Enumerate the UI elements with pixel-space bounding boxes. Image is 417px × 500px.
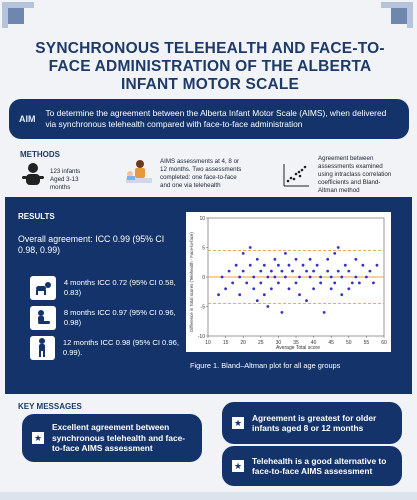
bland-altman-svg (186, 212, 391, 352)
y-tick-label: -5 (200, 304, 205, 311)
data-point (242, 252, 245, 255)
data-point (295, 282, 298, 285)
data-point (365, 276, 368, 279)
data-point (238, 276, 241, 279)
corner-decoration-right (373, 2, 413, 32)
key-message-3 (222, 446, 402, 486)
overall-agreement: Overall agreement: ICC 0.99 (95% CI 0.98, 0.99) (18, 234, 165, 255)
data-point (277, 264, 280, 267)
footer-bar (0, 492, 417, 500)
data-point (309, 276, 312, 279)
x-tick-label: 55 (363, 340, 370, 346)
key-messages-heading: KEY MESSAGES (18, 402, 82, 411)
result-row-4-months (30, 276, 185, 300)
key-message-1 (22, 414, 202, 462)
data-point (221, 276, 224, 279)
data-point (270, 270, 273, 273)
data-point (312, 270, 315, 273)
data-point (298, 276, 301, 279)
methods-item-analysis: Agreement between assessments examined using intraclass correlation coefficients and Bland- Altman method (318, 155, 392, 194)
data-point (263, 293, 266, 296)
data-point (354, 258, 357, 261)
result-row-8-months (30, 306, 185, 330)
star-icon: ★ (233, 461, 243, 471)
data-point (284, 276, 287, 279)
data-point (330, 287, 333, 290)
data-point (295, 258, 298, 261)
aim-box (9, 99, 409, 139)
data-point (319, 276, 322, 279)
data-point (231, 282, 234, 285)
x-tick-label: 15 (222, 340, 229, 346)
data-point (351, 282, 354, 285)
scatter-icon (282, 162, 310, 188)
data-point (333, 282, 336, 285)
y-tick-label: 5 (202, 245, 205, 252)
data-point (228, 270, 231, 273)
data-point (372, 282, 375, 285)
data-point (217, 293, 220, 296)
data-point (337, 246, 340, 249)
data-point (333, 252, 336, 255)
result-row-12-months (30, 336, 185, 360)
baby-icon (22, 162, 44, 188)
data-point (284, 252, 287, 255)
data-point (340, 276, 343, 279)
result-12-months-text: 12 months ICC 0.98 (95% CI 0.96, 0.99). (62, 338, 179, 357)
key-message-3-text: Telehealth is a good alternative to face-to-face AIMS assessment (252, 455, 387, 476)
data-point (242, 270, 245, 273)
corner-decoration-left (2, 2, 42, 32)
data-point (340, 293, 343, 296)
data-point (256, 299, 259, 302)
data-point (361, 264, 364, 267)
standing-baby-icon (30, 336, 55, 360)
data-point (259, 270, 262, 273)
data-point (245, 282, 248, 285)
x-tick-label: 20 (240, 340, 246, 346)
data-point (302, 264, 305, 267)
data-point (358, 282, 361, 285)
data-point (266, 305, 269, 308)
data-point (263, 264, 266, 267)
data-point (256, 258, 259, 261)
data-point (252, 287, 255, 290)
data-point (298, 293, 301, 296)
aim-text: To determine the agreement between the Alberta Infant Motor Scale (AIMS), when delivered via synchronous telehealth compared with face-to-face administration (45, 108, 387, 129)
data-point (316, 264, 319, 267)
data-point (323, 311, 326, 314)
data-point (347, 270, 350, 273)
key-message-2 (222, 402, 402, 444)
x-tick-label: 60 (381, 340, 387, 346)
star-icon: ★ (233, 418, 243, 428)
methods-item-infants: 123 infants Aged 3-13 months (50, 168, 81, 191)
data-point (281, 311, 284, 314)
data-point (252, 276, 255, 279)
result-8-months-text: 8 months ICC 0.97 (95% CI 0.96, 0.98) (63, 308, 176, 327)
x-tick-label: 50 (346, 340, 352, 346)
star-icon: ★ (33, 433, 43, 443)
data-point (309, 258, 312, 261)
y-tick-label: -10 (197, 333, 205, 340)
data-point (305, 299, 308, 302)
x-tick-label: 25 (258, 340, 264, 346)
data-point (224, 287, 227, 290)
aim-label: AIM (19, 114, 36, 124)
data-point (288, 287, 291, 290)
x-tick-label: 30 (275, 340, 282, 346)
data-point (330, 276, 333, 279)
y-tick-label: 0 (202, 274, 205, 281)
y-axis-label: Difference in Total scores (Telehealth - Face-to-face) (189, 232, 194, 332)
data-point (266, 276, 269, 279)
data-point (344, 264, 347, 267)
x-axis-label: Average Total score (275, 345, 321, 351)
methods-heading: METHODS (20, 150, 60, 159)
data-point (326, 270, 329, 273)
data-point (354, 276, 357, 279)
figure-caption: Figure 1. Bland–Altman plot for all age groups (190, 361, 341, 370)
key-message-1-text: Excellent agreement between synchronous telehealth and face-to-face AIMS assessment (52, 422, 186, 454)
x-tick-label: 10 (205, 340, 211, 346)
y-tick-label: 10 (199, 215, 205, 222)
key-message-2-text: Agreement is greatest for older infants aged 8 or 12 months (252, 412, 377, 433)
crawling-baby-icon (30, 276, 56, 300)
methods-item-assessments: AIMS assessments at 4, 8 or 12 months. Two assessments completed: one face-to-face and one via telehealth (160, 158, 242, 189)
data-point (312, 287, 315, 290)
data-point (249, 264, 252, 267)
data-point (281, 270, 284, 273)
data-point (288, 264, 291, 267)
data-point (337, 270, 340, 273)
data-point (273, 258, 276, 261)
bland-altman-plot (186, 212, 391, 352)
results-heading: RESULTS (18, 212, 55, 221)
data-point (249, 246, 252, 249)
data-point (273, 276, 276, 279)
data-point (291, 270, 294, 273)
data-point (238, 293, 241, 296)
data-point (277, 282, 280, 285)
x-tick-label: 35 (293, 340, 299, 346)
sitting-baby-icon (30, 306, 56, 330)
data-point (376, 264, 379, 267)
data-point (326, 258, 329, 261)
assessment-icon (124, 158, 154, 186)
result-4-months-text: 4 months ICC 0.72 (95% CI 0.58, 0.83) (63, 278, 176, 297)
data-point (319, 282, 322, 285)
data-point (235, 264, 238, 267)
data-point (270, 287, 273, 290)
x-tick-label: 40 (310, 340, 317, 346)
data-point (305, 270, 308, 273)
data-point (347, 287, 350, 290)
data-point (259, 282, 262, 285)
data-point (369, 270, 372, 273)
x-tick-label: 45 (328, 340, 334, 346)
page-title: SYNCHRONOUS TELEHEALTH AND FACE-TO-FACE ADMINISTRATION OF THE ALBERTA INFANT MOTOR SCALE (35, 40, 385, 93)
